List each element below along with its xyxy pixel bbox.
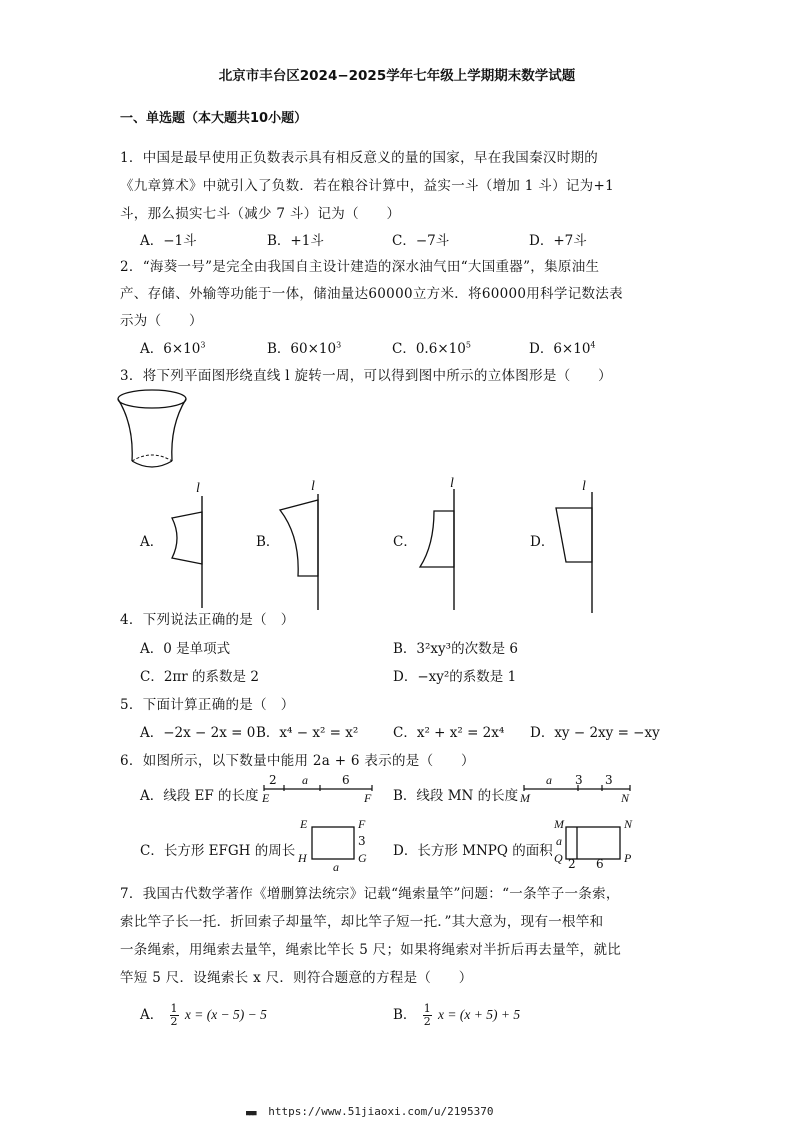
q6-segment-ef xyxy=(262,774,374,792)
q3-option-b: B． xyxy=(256,534,280,550)
q6c-side-a: a xyxy=(333,860,339,874)
q7-line-3: 一条绳索，用绳索去量竿，绳索比竿长 5 尺；如果将绳索对半折后再去量竿，就比 xyxy=(120,942,622,958)
q6b-label-3b: 3 xyxy=(605,773,613,787)
q6c-corner-e: E xyxy=(300,817,308,831)
q7-line-1: 7．我国古代数学著作《增删算法统宗》记载“绳索量竿”问题：“一条竿子一条索， xyxy=(120,886,620,902)
q5-option-b: B．x⁴ − x² = x² xyxy=(256,725,359,741)
footer-mark: ■■■ xyxy=(246,1109,256,1117)
q6a-label-2: 2 xyxy=(269,773,277,787)
q2-option-b: B．$60\times 10^3$ xyxy=(267,340,342,357)
q6d-corner-q: Q xyxy=(554,851,563,865)
q4-line: 4．下列说法正确的是（ ） xyxy=(120,612,295,628)
q6d-corner-n: N xyxy=(624,817,633,831)
q3-axis-label-b: l xyxy=(311,479,315,494)
q6-option-c: C．长方形 EFGH 的周长 xyxy=(140,843,296,859)
q4-option-d: D．−xy²的系数是 1 xyxy=(393,669,517,685)
section-heading: 一、单选题（本大题共10小题） xyxy=(120,111,308,126)
q3-figure-a xyxy=(160,480,220,610)
q5-option-d: D．xy − 2xy = −xy xyxy=(530,725,660,741)
q6a-label-a: a xyxy=(302,773,308,787)
q3-axis-label-c: l xyxy=(450,476,454,491)
q7a-fraction: $\frac{1}{2}$ xyxy=(170,1002,178,1028)
q7-line-2: 索比竿子长一托．折回索子却量竿，却比竿子短一托．”其大意为，现有一根竿和 xyxy=(120,914,604,930)
q6a-end-f: F xyxy=(364,791,372,805)
q7b-fraction: $\frac{1}{2}$ xyxy=(423,1002,431,1028)
q6d-side-a: a xyxy=(556,834,562,848)
q2-option-a: A．$6\times 10^3$ xyxy=(140,340,206,357)
q6c-side-3: 3 xyxy=(358,834,366,848)
q6b-end-n: N xyxy=(621,791,630,805)
page-title: 北京市丰台区2024−2025学年七年级上学期期末数学试题 xyxy=(218,68,576,84)
q2-option-c: C．$0.6\times 10^5$ xyxy=(392,340,471,357)
q3-figure-c xyxy=(410,475,470,610)
q1-option-a: A．−1斗 xyxy=(140,233,197,249)
q7-option-b: B． $\frac{1}{2}$ x = (x + 5) + 5 xyxy=(393,1002,521,1028)
q3-line: 3．将下列平面图形绕直线 l 旋转一周，可以得到图中所示的立体图形是（ ） xyxy=(120,368,612,384)
q6a-label-6: 6 xyxy=(342,773,350,787)
q6b-label-3a: 3 xyxy=(575,773,583,787)
q6d-bottom-2: 2 xyxy=(568,857,576,871)
q6-option-a: A．线段 EF 的长度 xyxy=(140,788,259,804)
q2-line-3: 示为（ ） xyxy=(120,313,203,329)
q1-line-1: 1．中国是最早使用正负数表示具有相反意义的量的国家，早在我国秦汉时期的 xyxy=(120,150,599,166)
q6-rect-mnpq xyxy=(565,826,621,860)
q5-line: 5．下面计算正确的是（ ） xyxy=(120,697,295,713)
q2-line-1: 2．“海葵一号”是完全由我国自主设计建造的深水油气田“大国重器”，集原油生 xyxy=(120,259,600,275)
q3-option-d: D． xyxy=(530,534,555,550)
q6c-corner-h: H xyxy=(298,851,307,865)
q6c-corner-f: F xyxy=(358,817,366,831)
q3-solid-figure xyxy=(114,385,194,475)
q1-option-d: D．+7斗 xyxy=(529,233,587,249)
q7-line-4: 竿短 5 尺．设绳索长 x 尺．则符合题意的方程是（ ） xyxy=(120,970,473,986)
q6d-corner-p: P xyxy=(624,851,632,865)
q6d-bottom-6: 6 xyxy=(596,857,604,871)
q1-option-b: B．+1斗 xyxy=(267,233,324,249)
q6d-corner-m: M xyxy=(554,817,564,831)
q5-option-a: A．−2x − 2x = 0 xyxy=(140,725,256,741)
q1-line-2: 《九章算术》中就引入了负数．若在粮谷计算中，益实一斗（增加 1 斗）记为+1 xyxy=(120,178,614,194)
footer-url[interactable]: https://www.51jiaoxi.com/u/2195370 xyxy=(268,1105,494,1118)
q1-line-3: 斗，那么损实七斗（减少 7 斗）记为（ ） xyxy=(120,206,401,222)
q3-axis-label-d: l xyxy=(582,479,586,494)
q3-figure-d xyxy=(548,478,608,613)
q6-line: 6．如图所示，以下数量中能用 2a + 6 表示的是（ ） xyxy=(120,753,475,769)
q4-option-b: B．3²xy³的次数是 6 xyxy=(393,641,518,657)
q7-option-a: A． $\frac{1}{2}$ x = (x − 5) − 5 xyxy=(140,1002,267,1028)
q4-option-c: C．2πr 的系数是 2 xyxy=(140,669,259,685)
q4-option-a: A．0 是单项式 xyxy=(140,641,231,657)
q6b-end-m: M xyxy=(520,791,530,805)
q5-option-c: C．x² + x² = 2x⁴ xyxy=(393,725,505,741)
q3-axis-label-a: l xyxy=(196,481,200,496)
q1-option-c: C．−7斗 xyxy=(392,233,450,249)
q6-rect-efgh xyxy=(311,826,355,860)
q3-option-c: C． xyxy=(393,534,417,550)
q6c-corner-g: G xyxy=(358,851,367,865)
q6b-label-a: a xyxy=(546,773,552,787)
q6-option-b: B．线段 MN 的长度 xyxy=(393,788,519,804)
q2-line-2: 产、存储、外输等功能于一体，储油量达60000立方米．将60000用科学记数法表 xyxy=(120,286,623,302)
q3-figure-b xyxy=(276,480,336,610)
q3-option-a: A． xyxy=(140,534,164,550)
q2-option-d: D．$6\times 10^4$ xyxy=(529,340,596,357)
q6a-end-e: E xyxy=(262,791,270,805)
footer xyxy=(246,1105,493,1118)
q6-option-d: D．长方形 MNPQ 的面积 xyxy=(393,843,553,859)
